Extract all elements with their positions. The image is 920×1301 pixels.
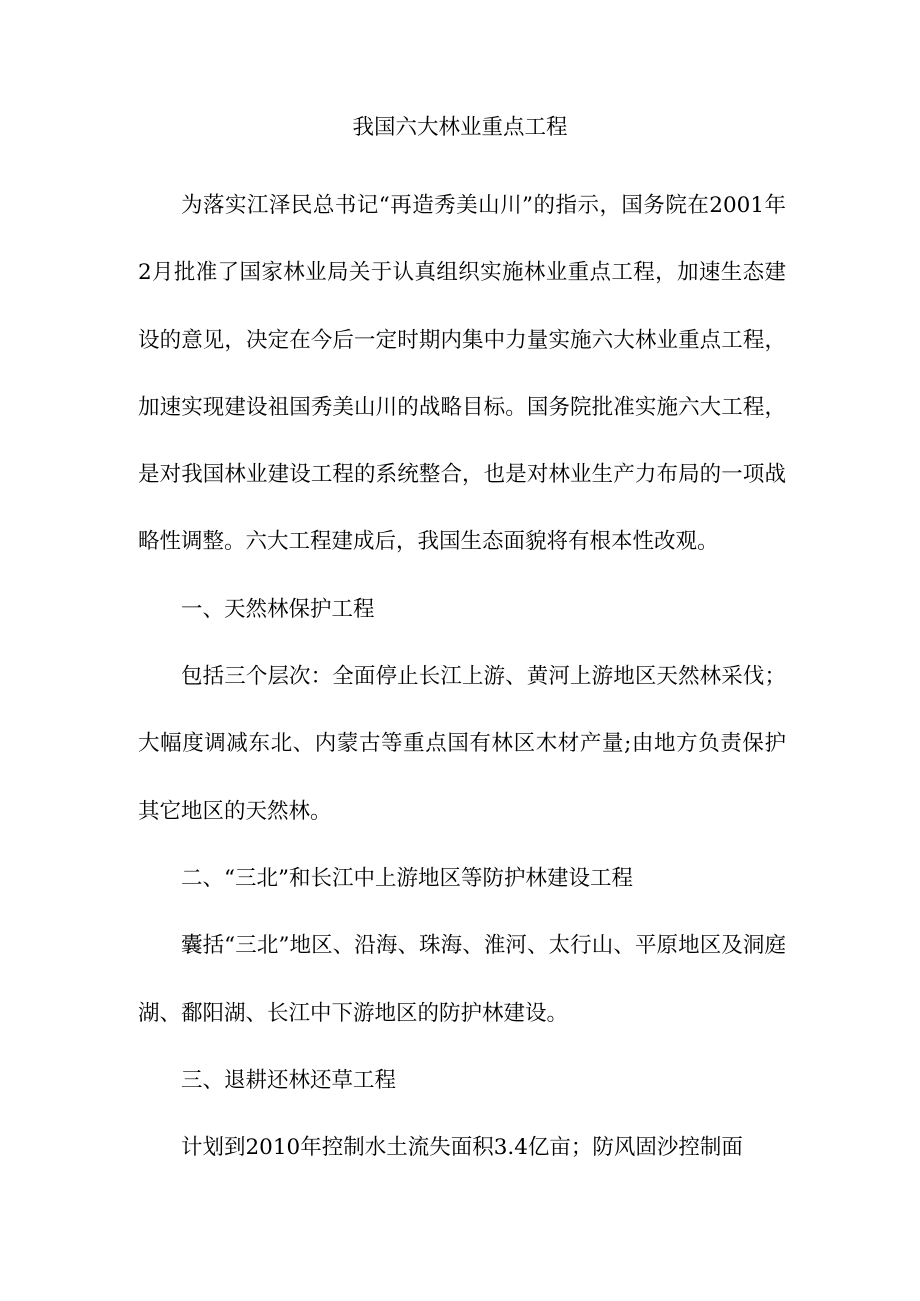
section-paragraph-3: 计划到2010年控制水土流失面积3.4亿亩；防风固沙控制面 bbox=[181, 1135, 743, 1161]
section-heading-1: 一、天然林保护工程 bbox=[181, 596, 375, 622]
section-paragraph-2: 囊括“三北”地区、沿海、珠海、淮河、太行山、平原地区及洞庭湖、鄱阳湖、长江中下游地区的防护林建设。 bbox=[138, 933, 786, 1026]
document-body bbox=[138, 172, 786, 1181]
intro-paragraph: 为落实江泽民总书记“再造秀美山川”的指示，国务院在2001年2月批准了国家林业局关于认真组织实施林业重点工程，加速生态建设的意见，决定在今后一定时期内集中力量实施六大林业重点工程，加速实现建设祖国秀美山川的战略目标。国务院批准实施六大工程，是对我国林业建设工程的系统整合，也是对林业生产力布局的一项战略性调整。六大工程建成后，我国生态面貌将有根本性改观。 bbox=[138, 193, 786, 555]
section-paragraph-1: 包括三个层次：全面停止长江上游、黄河上游地区天然林采伐；大幅度调减东北、内蒙古等重点国有林区木材产量;由地方负责保护其它地区的天然林。 bbox=[138, 664, 786, 824]
section-heading-2: 二、“三北”和长江中上游地区等防护林建设工程 bbox=[181, 865, 633, 891]
document-title: 我国六大林业重点工程 bbox=[352, 115, 568, 140]
section-heading-3: 三、退耕还林还草工程 bbox=[181, 1067, 397, 1093]
